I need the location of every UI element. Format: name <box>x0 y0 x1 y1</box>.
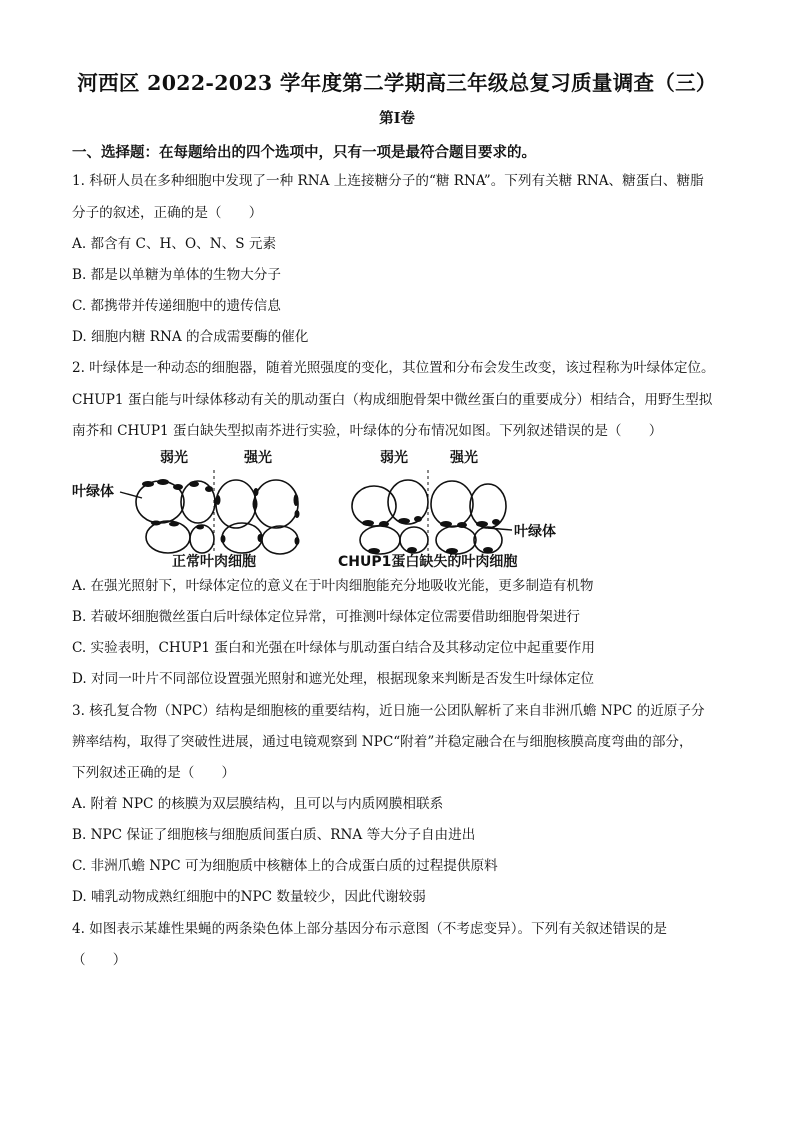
exam-title: 河西区 2022-2023 学年度第二学期高三年级总复习质量调查（三） <box>77 71 717 95</box>
q3-stem-line-1: 3. 核孔复合物（NPC）结构是细胞核的重要结构，近日施一公团队解析了来自非洲爪蟾 NPC 的近原子分 <box>72 703 705 719</box>
q2-stem-line-3: 南芥和 CHUP1 蛋白缺失型拟南芥进行实验，叶绿体的分布情况如图。下列叙述错误的是（ ） <box>72 423 663 439</box>
left-chloroplast-label: 叶绿体 <box>72 484 114 500</box>
left-weak-light-label: 弱光 <box>160 450 188 466</box>
right-strong-chloroplasts <box>440 519 500 554</box>
right-chloroplast-label: 叶绿体 <box>514 524 556 540</box>
left-strong-light-label: 强光 <box>244 450 272 466</box>
q3-stem-line-3: 下列叙述正确的是（ ） <box>72 765 236 781</box>
volume-label: 第Ⅰ卷 <box>379 110 415 127</box>
q2-stem-line-1: 2. 叶绿体是一种动态的细胞器，随着光照强度的变化，其位置和分布会发生改变，该过程称为叶绿体定位。 <box>72 360 715 376</box>
q2-option-d: D. 对同一叶片不同部位设置强光照射和遮光处理，根据现象来判断是否发生叶绿体定位 <box>72 671 595 687</box>
q2-option-c: C. 实验表明，CHUP1 蛋白和光强在叶绿体与肌动蛋白结合及其移动定位中起重要作用 <box>72 640 595 656</box>
q3-option-a: A. 附着 NPC 的核膜为双层膜结构，且可以与内质网膜相联系 <box>72 796 444 812</box>
q3-option-d: D. 哺乳动物成熟红细胞中的NPC 数量较少，因此代谢较弱 <box>72 889 426 905</box>
q1-option-a: A. 都含有 C、H、O、N、S 元素 <box>72 236 277 252</box>
left-weak-cells <box>136 481 215 553</box>
chloroplast-figure <box>68 444 748 572</box>
right-weak-light-label: 弱光 <box>380 450 408 466</box>
q1-option-b: B. 都是以单糖为单体的生物大分子 <box>72 267 281 283</box>
right-weak-chloroplasts <box>362 516 422 554</box>
left-figure-caption: 正常叶肉细胞 <box>172 554 256 570</box>
right-strong-cells <box>431 481 506 554</box>
q2-option-b: B. 若破坏细胞微丝蛋白后叶绿体定位异常，可推测叶绿体定位需要借助细胞骨架进行 <box>72 609 581 625</box>
q3-option-b: B. NPC 保证了细胞核与细胞质间蛋白质、RNA 等大分子自由进出 <box>72 827 476 843</box>
right-strong-light-label: 强光 <box>450 450 478 466</box>
section-heading: 一、选择题：在每题给出的四个选项中，只有一项是最符合题目要求的。 <box>72 144 536 161</box>
q1-option-d: D. 细胞内糖 RNA 的合成需要酶的催化 <box>72 329 309 345</box>
q1-option-c: C. 都携带并传递细胞中的遗传信息 <box>72 298 281 314</box>
q2-option-a: A. 在强光照射下，叶绿体定位的意义在于叶肉细胞能充分地吸收光能，更多制造有机物 <box>72 578 594 594</box>
q4-stem-line-1: 4. 如图表示某雄性果蝇的两条染色体上部分基因分布示意图（不考虑变异）。下列有关叙述错误的是 <box>72 921 668 937</box>
right-figure-caption: CHUP1蛋白缺失的叶肉细胞 <box>338 554 518 570</box>
q1-stem-line-1: 1. 科研人员在多种细胞中发现了一种 RNA 上连接糖分子的“糖 RNA”。下列有关糖 RNA、糖蛋白、糖脂 <box>72 173 704 189</box>
q4-stem-line-2: （ ） <box>72 952 127 968</box>
q3-option-c: C. 非洲爪蟾 NPC 可为细胞质中核糖体上的合成蛋白质的过程提供原料 <box>72 858 498 874</box>
q1-stem-line-2: 分子的叙述，正确的是（ ） <box>72 205 263 221</box>
q3-stem-line-2: 辨率结构，取得了突破性进展，通过电镜观察到 NPC“附着”并稳定融合在与细胞核膜高度弯曲的部分， <box>72 734 693 750</box>
q2-stem-line-2: CHUP1 蛋白能与叶绿体移动有关的肌动蛋白（构成细胞骨架中微丝蛋白的重要成分）相结合，用野生型拟 <box>72 392 713 408</box>
